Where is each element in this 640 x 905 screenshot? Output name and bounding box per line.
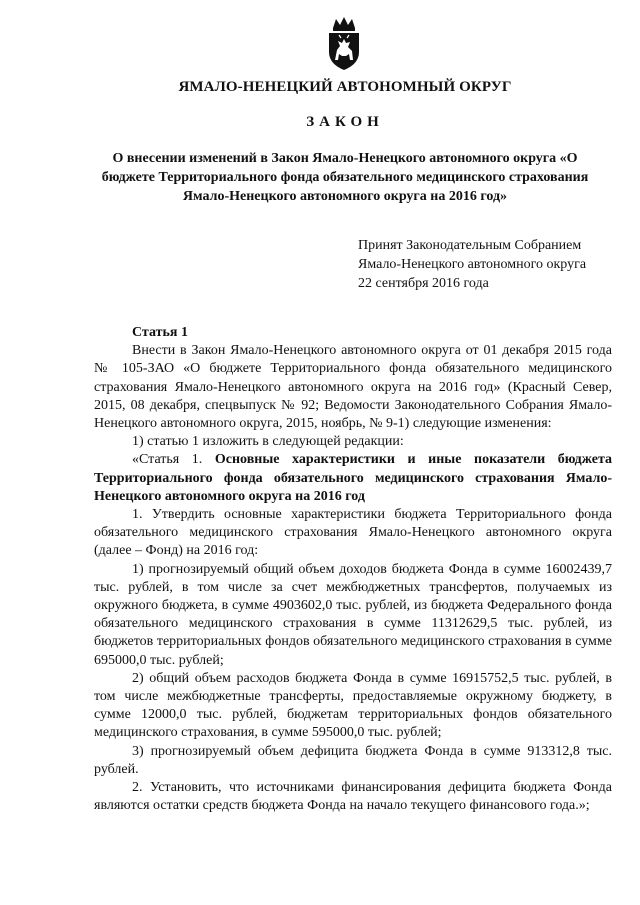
article-heading: Статья 1 <box>132 325 188 340</box>
paragraph: 2) общий объем расходов бюджета Фонда в сумме 16915752,5 тыс. рублей, в том числе межбюджетные трансферты, предоставляемые окружному бюджету, в сумме 12000,0 тыс. рублей, бюджетам территориальных фондов обязательного медицинского страхования, в сумме 595000,0 тыс. рублей; <box>94 670 612 741</box>
quoted-title-bold: Основные характеристики и иные показатели бюджета Территориального фонда обязательного медицинского страхования Ямало-Ненецкого автономного округа на 2016 год <box>94 452 612 504</box>
paragraph: 1) прогнозируемый общий объем доходов бюджета Фонда в сумме 16002439,7 тыс. рублей, в том числе за счет межбюджетных трансфертов, получаемых из окружного бюджета, в сумме 4903602,0 тыс. рублей, из бюджета Федерального фонда обязательного медицинского страхования в сумме 11312629,5 тыс. рублей, из бюджетов территориальных фондов обязательного медицинского страхования в сумме 695000,0 тыс. рублей; <box>94 561 612 668</box>
paragraph: 1. Утвердить основные характеристики бюджета Территориального фонда обязательного медицинского страхования Ямало-Ненецкого автономного округа (далее – Фонд) на 2016 год: <box>94 507 612 559</box>
region-title: ЯМАЛО-НЕНЕЦКИЙ АВТОНОМНЫЙ ОКРУГ <box>178 79 512 95</box>
quoted-prefix: «Статья 1. <box>132 452 215 468</box>
coat-of-arms-icon <box>323 16 365 72</box>
paragraph: 2. Установить, что источниками финансирования дефицита бюджета Фонда являются остатки средств бюджета Фонда на начало текущего финансового года.»; <box>94 780 612 814</box>
quoted-article-title <box>94 451 612 506</box>
adoption-line: Принят Законодательным Собранием <box>358 238 582 253</box>
article-intro: Внести в Закон Ямало-Ненецкого автономного округа от 01 декабря 2015 года № 105-ЗАО «О бюджете Территориального фонда обязательного медицинского страхования Ямало-Ненецкого автономного округа на 2016 год» (Красный Север, 2015, 08 декабря, спецвыпуск № 92; Ведомости Законодательного Собрания Ямало-Ненецкого автономного округа, 2015, ноябрь, № 9-1) следующие изменения: <box>94 343 612 432</box>
document-type: ЗАКОН <box>306 114 384 130</box>
amendment-item: 1) статью 1 изложить в следующей редакции: <box>132 434 404 450</box>
paragraph: 3) прогнозируемый объем дефицита бюджета Фонда в сумме 913312,8 тыс. рублей. <box>94 743 612 777</box>
adoption-line: Ямало-Ненецкого автономного округа <box>358 257 587 272</box>
law-title: О внесении изменений в Закон Ямало-Ненецкого автономного округа «О бюджете Территориального фонда обязательного медицинского страхования Ямало-Ненецкого автономного округа на 2016 год» <box>101 151 589 204</box>
adoption-date: 22 сентября 2016 года <box>358 276 489 291</box>
adoption-block <box>358 236 628 293</box>
article-body <box>94 324 612 815</box>
